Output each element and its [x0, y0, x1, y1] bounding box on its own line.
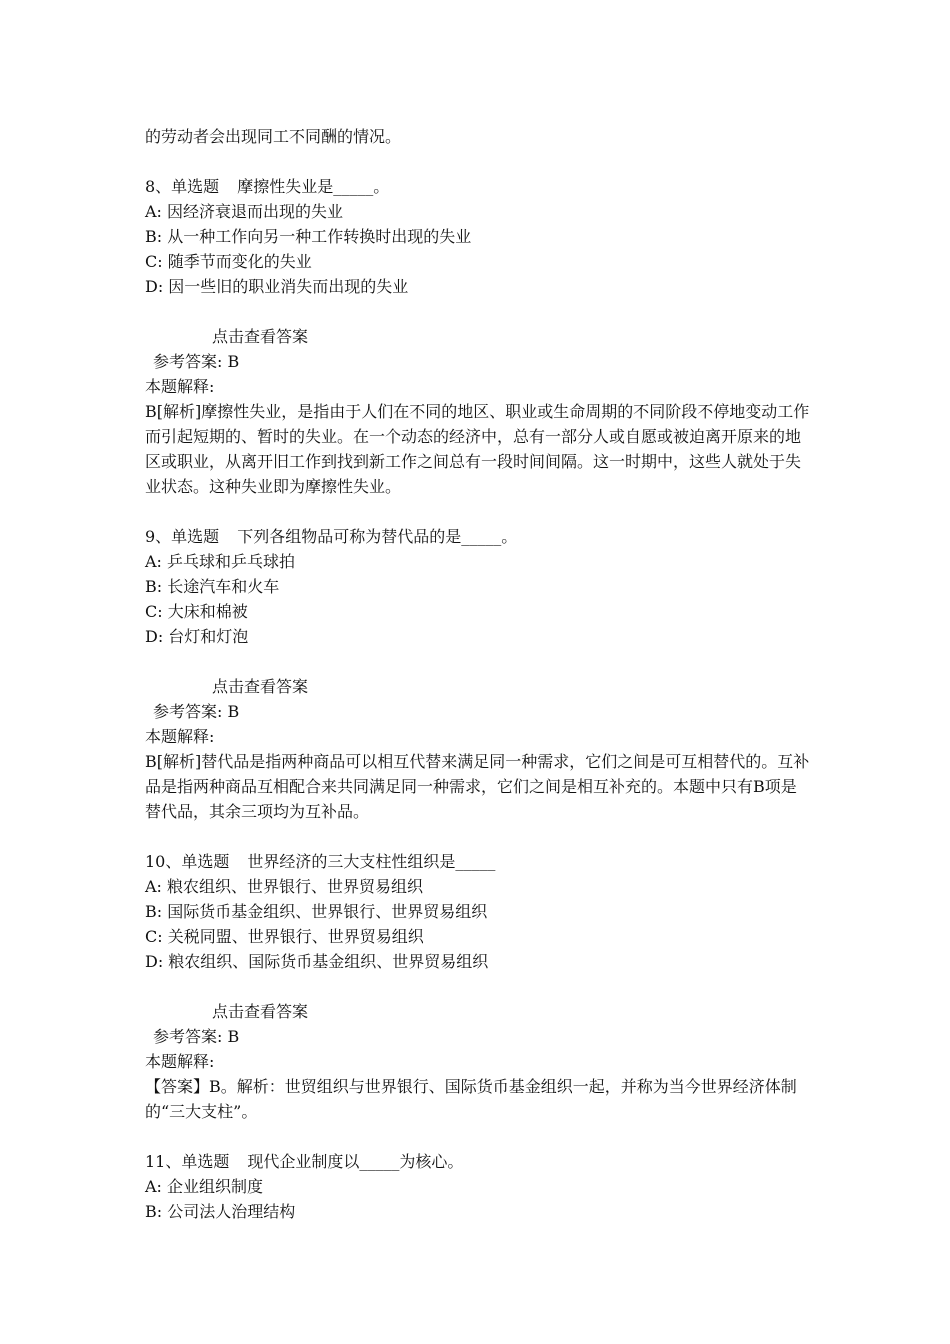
question-number-type: 9、单选题 — [145, 527, 220, 546]
question-block — [145, 849, 810, 1124]
question-number-type: 8、单选题 — [145, 177, 220, 196]
reference-answer: 参考答案: B — [153, 1027, 240, 1046]
explanation-label: 本题解释: — [145, 1052, 215, 1071]
document-page — [145, 124, 810, 1224]
question-number-type: 10、单选题 — [145, 852, 230, 871]
question-title — [145, 524, 810, 549]
option-d: D: 因一些旧的职业消失而出现的失业 — [145, 277, 409, 296]
option-d: D: 台灯和灯泡 — [145, 627, 249, 646]
question-stem: 下列各组物品可称为替代品的是_____。 — [237, 527, 518, 546]
option-c: C: 随季节而变化的失业 — [145, 252, 312, 271]
option-b: B: 从一种工作向另一种工作转换时出现的失业 — [145, 227, 472, 246]
question-stem: 现代企业制度以_____为核心。 — [247, 1152, 464, 1171]
option-a: A: 因经济衰退而出现的失业 — [145, 202, 344, 221]
option-b: B: 长途汽车和火车 — [145, 577, 280, 596]
question-number-type: 11、单选题 — [145, 1152, 230, 1171]
explanation-text: B[解析]替代品是指两种商品可以相互代替来满足同一种需求，它们之间是可互相替代的。互补品是指两种商品互相配合来共同满足同一种需求，它们之间是相互补充的。本题中只有B项是替代品，其余三项均为互补品。 — [145, 752, 810, 821]
question-block — [145, 174, 810, 499]
option-d: D: 粮农组织、国际货币基金组织、世界贸易组织 — [145, 952, 489, 971]
question-block — [145, 1149, 810, 1224]
explanation-label: 本题解释: — [145, 727, 215, 746]
explanation-text: B[解析]摩擦性失业，是指由于人们在不同的地区、职业或生命周期的不同阶段不停地变动工作而引起短期的、暂时的失业。在一个动态的经济中，总有一部分人或自愿或被迫离开原来的地区或职业，从离开旧工作到找到新工作之间总有一段时间间隔。这一时期中，这些人就处于失业状态。这种失业即为摩擦性失业。 — [145, 402, 810, 496]
question-title — [145, 1149, 810, 1174]
reference-answer: 参考答案: B — [153, 352, 240, 371]
reveal-answer-link[interactable]: 点击查看答案 — [212, 677, 309, 696]
reveal-answer-link[interactable]: 点击查看答案 — [212, 1002, 309, 1021]
option-c: C: 大床和棉被 — [145, 602, 248, 621]
question-block — [145, 524, 810, 824]
option-b: B: 公司法人治理结构 — [145, 1202, 296, 1221]
explanation-text: 【答案】B。解析：世贸组织与世界银行、国际货币基金组织一起，并称为当今世界经济体制的“三大支柱”。 — [145, 1077, 797, 1121]
question-stem: 摩擦性失业是_____。 — [237, 177, 390, 196]
option-b: B: 国际货币基金组织、世界银行、世界贸易组织 — [145, 902, 488, 921]
option-a: A: 粮农组织、世界银行、世界贸易组织 — [145, 877, 424, 896]
reference-answer: 参考答案: B — [153, 702, 240, 721]
reveal-answer-link[interactable]: 点击查看答案 — [212, 327, 309, 346]
intro-tail-text: 的劳动者会出现同工不同酬的情况。 — [145, 127, 402, 146]
option-a: A: 企业组织制度 — [145, 1177, 264, 1196]
option-c: C: 关税同盟、世界银行、世界贸易组织 — [145, 927, 424, 946]
explanation-label: 本题解释: — [145, 377, 215, 396]
question-title — [145, 849, 810, 874]
question-stem: 世界经济的三大支柱性组织是_____ — [247, 852, 496, 871]
question-title — [145, 174, 810, 199]
option-a: A: 乒乓球和乒乓球拍 — [145, 552, 296, 571]
